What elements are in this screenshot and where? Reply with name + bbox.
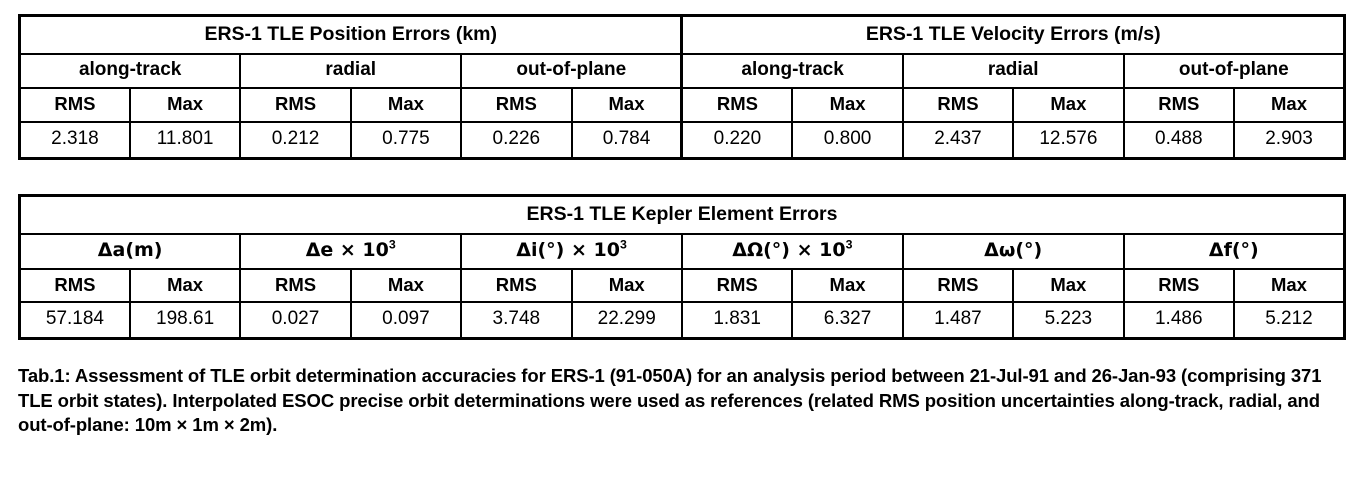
stat-header: RMS bbox=[240, 88, 350, 121]
caption-text: Assessment of TLE orbit determination accuracies for ERS-1 (91-050A) for an analysis period between 21-Jul-91 and 26-Jan-93 (comprising 371 TLE orbit states). Interpolated ESOC precise orbit determinations were used as references (related RMS position uncertainties along-track, radial, and out-of-plane: 10m × 1m × 2m). bbox=[18, 365, 1322, 435]
table-row-element-header bbox=[20, 234, 1345, 269]
stat-header: Max bbox=[1234, 269, 1345, 302]
stat-header: Max bbox=[1234, 88, 1345, 121]
stat-header: Max bbox=[792, 269, 902, 302]
stat-header: RMS bbox=[461, 269, 571, 302]
table-cell-value: 0.226 bbox=[461, 122, 571, 158]
table-cell-value: 2.437 bbox=[903, 122, 1013, 158]
table-cell-value: 2.903 bbox=[1234, 122, 1345, 158]
element-symbol: Δω(°) bbox=[984, 239, 1043, 261]
table-row-stat-header bbox=[20, 88, 1345, 121]
table-cell-value: 198.61 bbox=[130, 302, 240, 338]
stat-header: RMS bbox=[20, 269, 130, 302]
table-row-component-header bbox=[20, 54, 1345, 88]
table-cell-value: 0.097 bbox=[351, 302, 461, 338]
stat-header: RMS bbox=[682, 269, 792, 302]
stat-header: RMS bbox=[682, 88, 792, 121]
stat-header: RMS bbox=[240, 269, 350, 302]
kepler-element-errors-table bbox=[18, 194, 1346, 341]
element-symbol: Δe × 10 bbox=[305, 239, 389, 261]
component-header-radial-velocity: radial bbox=[903, 54, 1124, 88]
component-header-out-of-plane-position: out-of-plane bbox=[461, 54, 682, 88]
table-cell-value: 0.775 bbox=[351, 122, 461, 158]
table-cell-value: 1.486 bbox=[1124, 302, 1234, 338]
stat-header: RMS bbox=[1124, 269, 1234, 302]
stat-header: Max bbox=[792, 88, 902, 121]
table-cell-value: 0.800 bbox=[792, 122, 902, 158]
stat-header: Max bbox=[130, 269, 240, 302]
table-row-group-header bbox=[20, 16, 1345, 55]
table-cell-value: 5.212 bbox=[1234, 302, 1345, 338]
element-header-eccentricity bbox=[240, 234, 461, 269]
element-header-argument-of-perigee bbox=[903, 234, 1124, 269]
table-row-stat-header bbox=[20, 269, 1345, 302]
element-exponent: 3 bbox=[388, 237, 396, 252]
stat-header: RMS bbox=[461, 88, 571, 121]
component-header-out-of-plane-velocity: out-of-plane bbox=[1124, 54, 1345, 88]
table-cell-value: 3.748 bbox=[461, 302, 571, 338]
element-header-semi-major-axis bbox=[20, 234, 241, 269]
table-row-values bbox=[20, 302, 1345, 338]
table-caption bbox=[18, 364, 1346, 437]
stat-header: Max bbox=[351, 269, 461, 302]
stat-header: Max bbox=[351, 88, 461, 121]
table-spacer bbox=[18, 160, 1346, 194]
table-row-values bbox=[20, 122, 1345, 158]
component-header-radial-position: radial bbox=[240, 54, 461, 88]
kepler-table-title: ERS-1 TLE Kepler Element Errors bbox=[20, 195, 1345, 234]
element-exponent: 3 bbox=[845, 237, 853, 252]
position-velocity-errors-table bbox=[18, 14, 1346, 160]
table-cell-value: 0.027 bbox=[240, 302, 350, 338]
element-symbol: ΔΩ(°) × 10 bbox=[732, 239, 846, 261]
element-header-raan bbox=[682, 234, 903, 269]
table-cell-value: 0.212 bbox=[240, 122, 350, 158]
table-cell-value: 11.801 bbox=[130, 122, 240, 158]
element-symbol: Δi(°) × 10 bbox=[516, 239, 620, 261]
table-cell-value: 0.220 bbox=[682, 122, 792, 158]
stat-header: RMS bbox=[1124, 88, 1234, 121]
stat-header: RMS bbox=[20, 88, 130, 121]
table-row-title bbox=[20, 195, 1345, 234]
element-exponent: 3 bbox=[619, 237, 627, 252]
element-header-inclination bbox=[461, 234, 682, 269]
group-header-position: ERS-1 TLE Position Errors (km) bbox=[20, 16, 682, 55]
table-cell-value: 1.487 bbox=[903, 302, 1013, 338]
table-cell-value: 5.223 bbox=[1013, 302, 1123, 338]
table-cell-value: 2.318 bbox=[20, 122, 130, 158]
table-cell-value: 0.784 bbox=[572, 122, 682, 158]
table-cell-value: 6.327 bbox=[792, 302, 902, 338]
table-cell-value: 1.831 bbox=[682, 302, 792, 338]
stat-header: RMS bbox=[903, 269, 1013, 302]
table-cell-value: 0.488 bbox=[1124, 122, 1234, 158]
element-header-true-anomaly bbox=[1124, 234, 1345, 269]
element-symbol: Δf(°) bbox=[1208, 239, 1259, 261]
table-cell-value: 57.184 bbox=[20, 302, 130, 338]
component-header-along-track-velocity: along-track bbox=[682, 54, 903, 88]
stat-header: Max bbox=[1013, 269, 1123, 302]
stat-header: Max bbox=[572, 269, 682, 302]
table-cell-value: 12.576 bbox=[1013, 122, 1123, 158]
stat-header: Max bbox=[572, 88, 682, 121]
component-header-along-track-position: along-track bbox=[20, 54, 241, 88]
stat-header: Max bbox=[1013, 88, 1123, 121]
caption-label: Tab.1: bbox=[18, 365, 71, 387]
stat-header: Max bbox=[130, 88, 240, 121]
table-cell-value: 22.299 bbox=[572, 302, 682, 338]
group-header-velocity: ERS-1 TLE Velocity Errors (m/s) bbox=[682, 16, 1345, 55]
element-symbol: Δa(m) bbox=[97, 239, 163, 261]
stat-header: RMS bbox=[903, 88, 1013, 121]
